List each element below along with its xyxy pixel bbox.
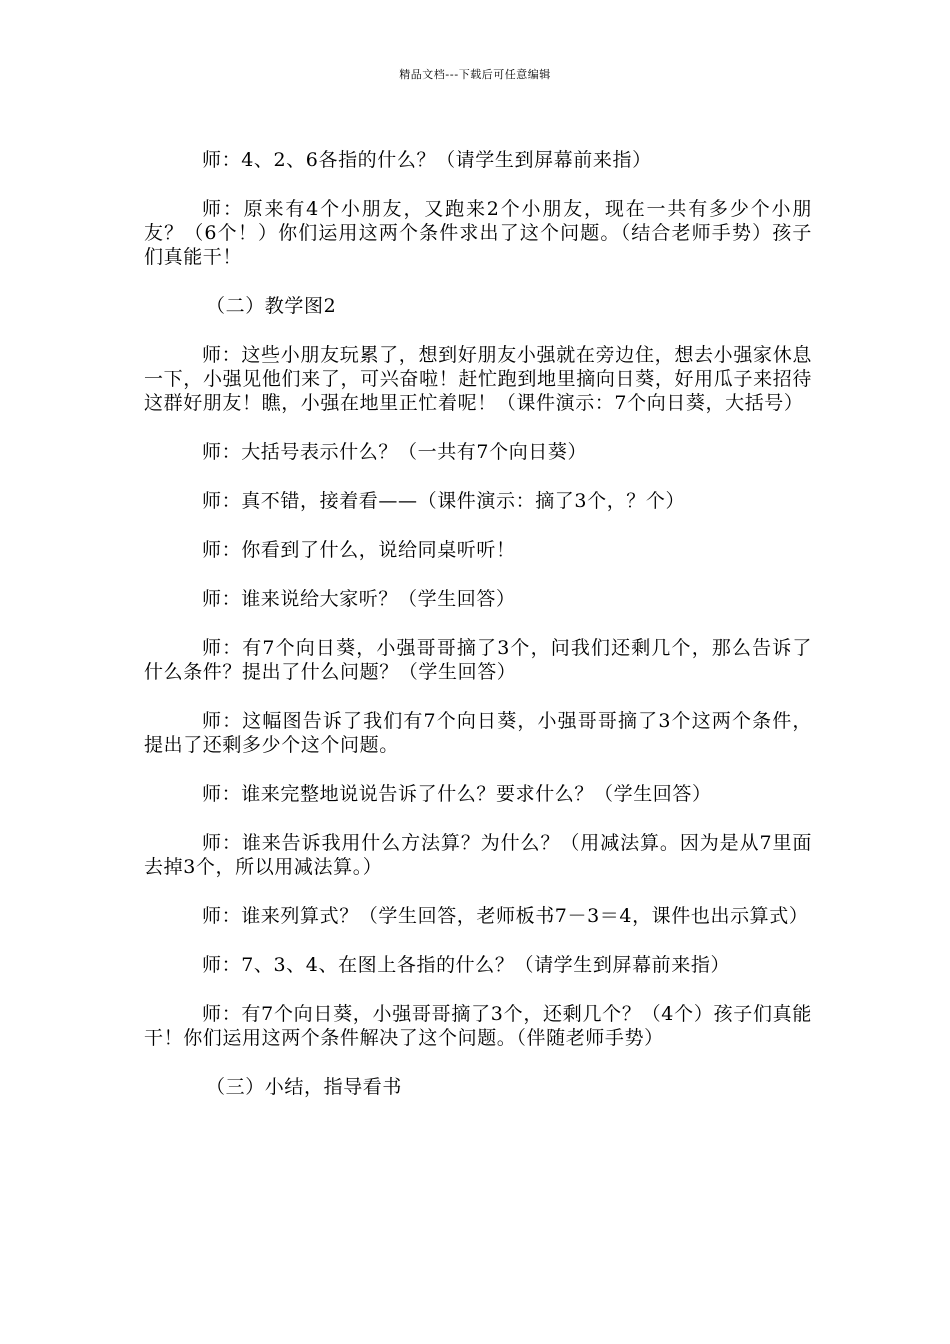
paragraph: 师：谁来列算式？（学生回答，老师板书7－3＝4，课件也出示算式） xyxy=(202,905,809,927)
section-heading: （三）小结，指导看书 xyxy=(206,1076,403,1098)
paragraph: 师：真不错，接着看——（课件演示：摘了3个，？个） xyxy=(202,490,686,512)
paragraph: 师：你看到了什么，说给同桌听听！ xyxy=(202,539,516,561)
paragraph: 师：4、2、6各指的什么？（请学生到屏幕前来指） xyxy=(202,149,652,171)
page-header: 精品文档---下载后可任意编辑 xyxy=(399,68,551,81)
paragraph: 师：谁来说给大家听？（学生回答） xyxy=(202,588,516,610)
section-heading: （二）教学图2 xyxy=(206,295,337,317)
paragraph: 师：有7个向日葵，小强哥哥摘了3个，问我们还剩几个，那么告诉了什么条件？提出了什么问题？（学生回答） xyxy=(144,637,812,683)
paragraph: 师：原来有4个小朋友，又跑来2个小朋友，现在一共有多少个小朋友？（6个！）你们运用这两个条件求出了这个问题。（结合老师手势）孩子们真能干！ xyxy=(144,198,812,268)
paragraph: 师：有7个向日葵，小强哥哥摘了3个，还剩几个？（4个）孩子们真能干！你们运用这两个条件解决了这个问题。（伴随老师手势） xyxy=(144,1003,812,1049)
document-body xyxy=(144,148,812,1124)
paragraph: 师：谁来完整地说说告诉了什么？要求什么？（学生回答） xyxy=(202,783,712,805)
paragraph: 师：这幅图告诉了我们有7个向日葵，小强哥哥摘了3个这两个条件，提出了还剩多少个这个问题。 xyxy=(144,710,812,756)
paragraph: 师：谁来告诉我用什么方法算？为什么？（用减法算。因为是从7里面去掉3个，所以用减法算。） xyxy=(144,832,812,878)
paragraph: 师：大括号表示什么？（一共有7个向日葵） xyxy=(202,441,588,463)
paragraph: 师：这些小朋友玩累了，想到好朋友小强就在旁边住，想去小强家休息一下，小强见他们来了，可兴奋啦！赶忙跑到地里摘向日葵，好用瓜子来招待这群好朋友！瞧，小强在地里正忙着呢！（课件演示：7个向日葵，大括号） xyxy=(144,344,812,414)
paragraph: 师：7、3、4、在图上各指的什么？（请学生到屏幕前来指） xyxy=(202,954,731,976)
